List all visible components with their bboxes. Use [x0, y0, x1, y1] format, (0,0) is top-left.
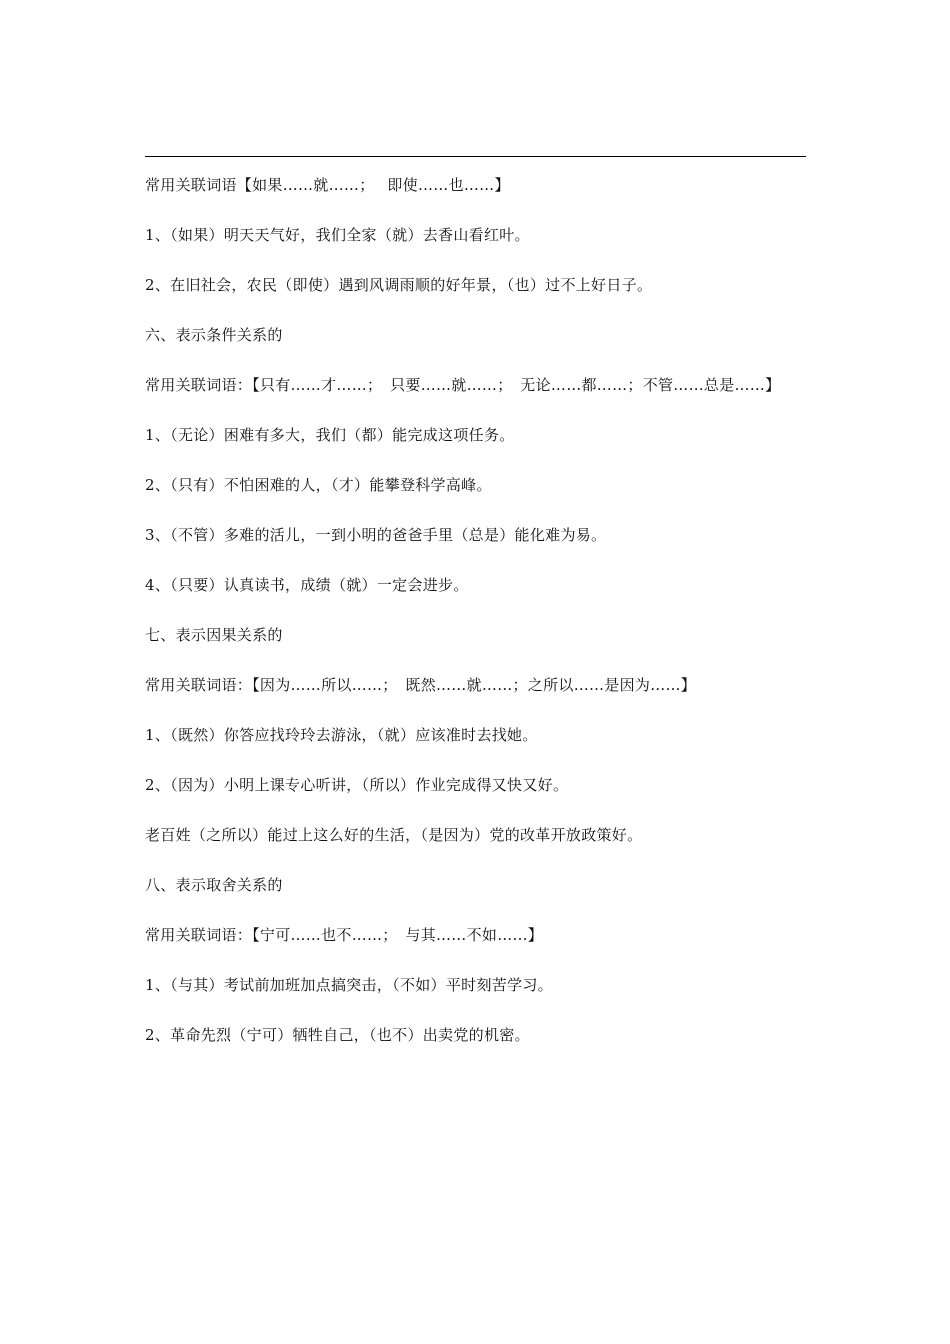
related-words-condition: 常用关联词语：【只有……才……； 只要……就……； 无论……都……；不管……总是……】 [145, 376, 781, 394]
example-condition-2: 2、（只有）不怕困难的人，（才）能攀登科学高峰。 [145, 476, 492, 494]
section-heading-condition: 六、表示条件关系的 [145, 326, 283, 344]
document-body [145, 173, 806, 1073]
related-words-cause-effect: 常用关联词语：【因为……所以……； 既然……就……；之所以……是因为……】 [145, 676, 697, 694]
example-even-if-2: 2、在旧社会，农民（即使）遇到风调雨顺的好年景，（也）过不上好日子。 [145, 276, 653, 294]
example-condition-1: 1、（无论）困难有多大，我们（都）能完成这项任务。 [145, 426, 515, 444]
example-choice-2: 2、革命先烈（宁可）牺牲自己，（也不）出卖党的机密。 [145, 1026, 530, 1044]
example-choice-1: 1、（与其）考试前加班加点搞突击，（不如）平时刻苦学习。 [145, 976, 553, 994]
example-cause-effect-2: 2、（因为）小明上课专心听讲，（所以）作业完成得又快又好。 [145, 776, 569, 794]
section-heading-cause-effect: 七、表示因果关系的 [145, 626, 283, 644]
example-cause-effect-3: 老百姓（之所以）能过上这么好的生活，（是因为）党的改革开放政策好。 [145, 826, 643, 844]
related-words-if-even-if: 常用关联词语【如果……就……； 即使……也……】 [145, 176, 510, 194]
related-words-choice: 常用关联词语：【宁可……也不……； 与其……不如……】 [145, 926, 544, 944]
section-heading-choice: 八、表示取舍关系的 [145, 876, 283, 894]
header-rule [145, 156, 806, 157]
example-if-1: 1、（如果）明天天气好，我们全家（就）去香山看红叶。 [145, 226, 530, 244]
example-cause-effect-1: 1、（既然）你答应找玲玲去游泳，（就）应该准时去找她。 [145, 726, 538, 744]
example-condition-3: 3、（不管）多难的活儿，一到小明的爸爸手里（总是）能化难为易。 [145, 526, 607, 544]
example-condition-4: 4、（只要）认真读书，成绩（就）一定会进步。 [145, 576, 469, 594]
